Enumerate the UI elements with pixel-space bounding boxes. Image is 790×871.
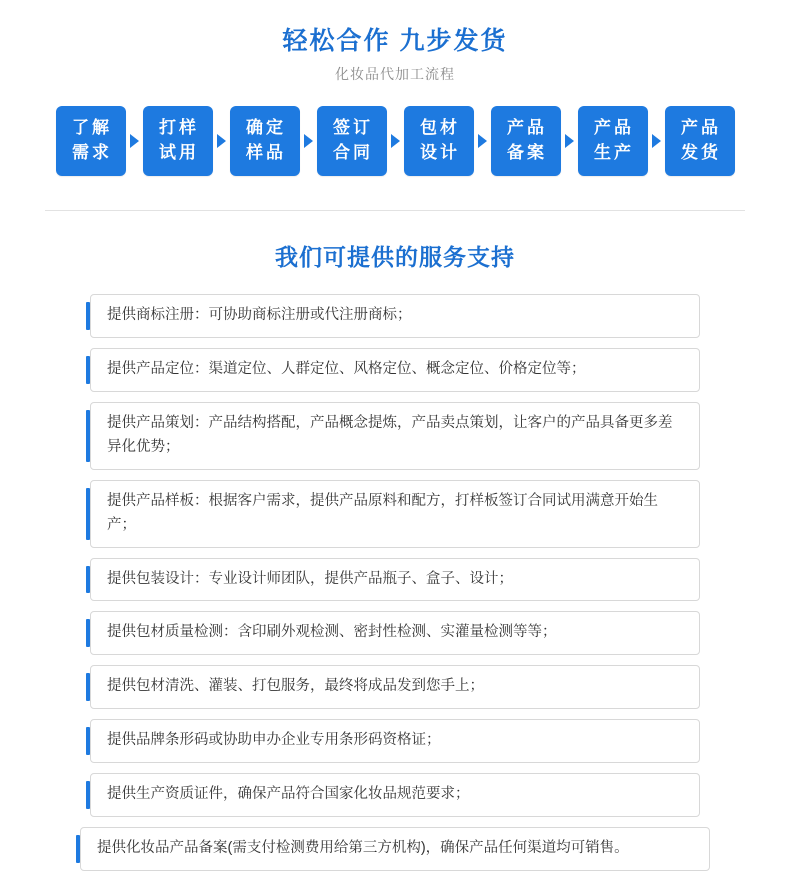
page-title: 轻松合作 九步发货 — [282, 27, 508, 55]
arrow-right-icon-1 — [130, 134, 139, 148]
step-7-line-1: 产品 — [594, 118, 634, 138]
step-2-line-1: 打样 — [159, 118, 199, 138]
step-5-line-1: 包材 — [420, 118, 460, 138]
list-item: 提供商标注册：可协助商标注册或代注册商标； — [90, 294, 700, 338]
step-6-line-1: 产品 — [507, 118, 547, 138]
list-item: 提供包材质量检测：含印刷外观检测、密封性检测、实灌量检测等等； — [90, 611, 700, 655]
step-3-line-1: 确定 — [246, 118, 286, 138]
step-6 — [491, 106, 561, 176]
list-item: 提供化妆品产品备案(需支付检测费用给第三方机构)，确保产品任何渠道均可销售。 — [80, 827, 710, 871]
step-2-line-2: 试用 — [159, 143, 199, 162]
process-steps — [0, 106, 790, 176]
step-5-line-2: 设计 — [420, 143, 460, 162]
step-4-line-1: 签订 — [333, 118, 373, 138]
services-list — [90, 294, 700, 871]
arrow-right-icon-7 — [652, 134, 661, 148]
list-item: 提供产品策划：产品结构搭配，产品概念提炼，产品卖点策划，让客户的产品具备更多差异化优势； — [90, 402, 700, 470]
step-1-line-2: 需求 — [72, 143, 112, 162]
list-item: 提供品牌条形码或协助申办企业专用条形码资格证； — [90, 719, 700, 763]
page-subtitle: 化妆品代加工流程 — [335, 66, 455, 82]
step-5 — [404, 106, 474, 176]
step-1 — [56, 106, 126, 176]
step-3-line-2: 样品 — [246, 143, 286, 162]
section-divider — [45, 210, 745, 211]
step-8 — [665, 106, 735, 176]
step-4-line-2: 合同 — [333, 143, 373, 162]
header — [0, 0, 790, 84]
list-item: 提供生产资质证件，确保产品符合国家化妆品规范要求； — [90, 773, 700, 817]
list-item: 提供包装设计：专业设计师团队，提供产品瓶子、盒子、设计； — [90, 558, 700, 602]
list-item: 提供包材清洗、灌装、打包服务，最终将成品发到您手上； — [90, 665, 700, 709]
list-item: 提供产品定位：渠道定位、人群定位、风格定位、概念定位、价格定位等； — [90, 348, 700, 392]
step-6-line-2: 备案 — [507, 143, 547, 162]
step-8-line-1: 产品 — [681, 118, 721, 138]
step-3 — [230, 106, 300, 176]
step-4 — [317, 106, 387, 176]
arrow-right-icon-5 — [478, 134, 487, 148]
arrow-right-icon-2 — [217, 134, 226, 148]
arrow-right-icon-6 — [565, 134, 574, 148]
step-2 — [143, 106, 213, 176]
step-7-line-2: 生产 — [594, 143, 634, 162]
step-8-line-2: 发货 — [681, 143, 721, 162]
arrow-right-icon-3 — [304, 134, 313, 148]
step-7 — [578, 106, 648, 176]
list-item: 提供产品样板：根据客户需求，提供产品原料和配方，打样板签订合同试用满意开始生产； — [90, 480, 700, 548]
step-1-line-1: 了解 — [72, 118, 112, 138]
services-title: 我们可提供的服务支持 — [275, 244, 515, 270]
arrow-right-icon-4 — [391, 134, 400, 148]
